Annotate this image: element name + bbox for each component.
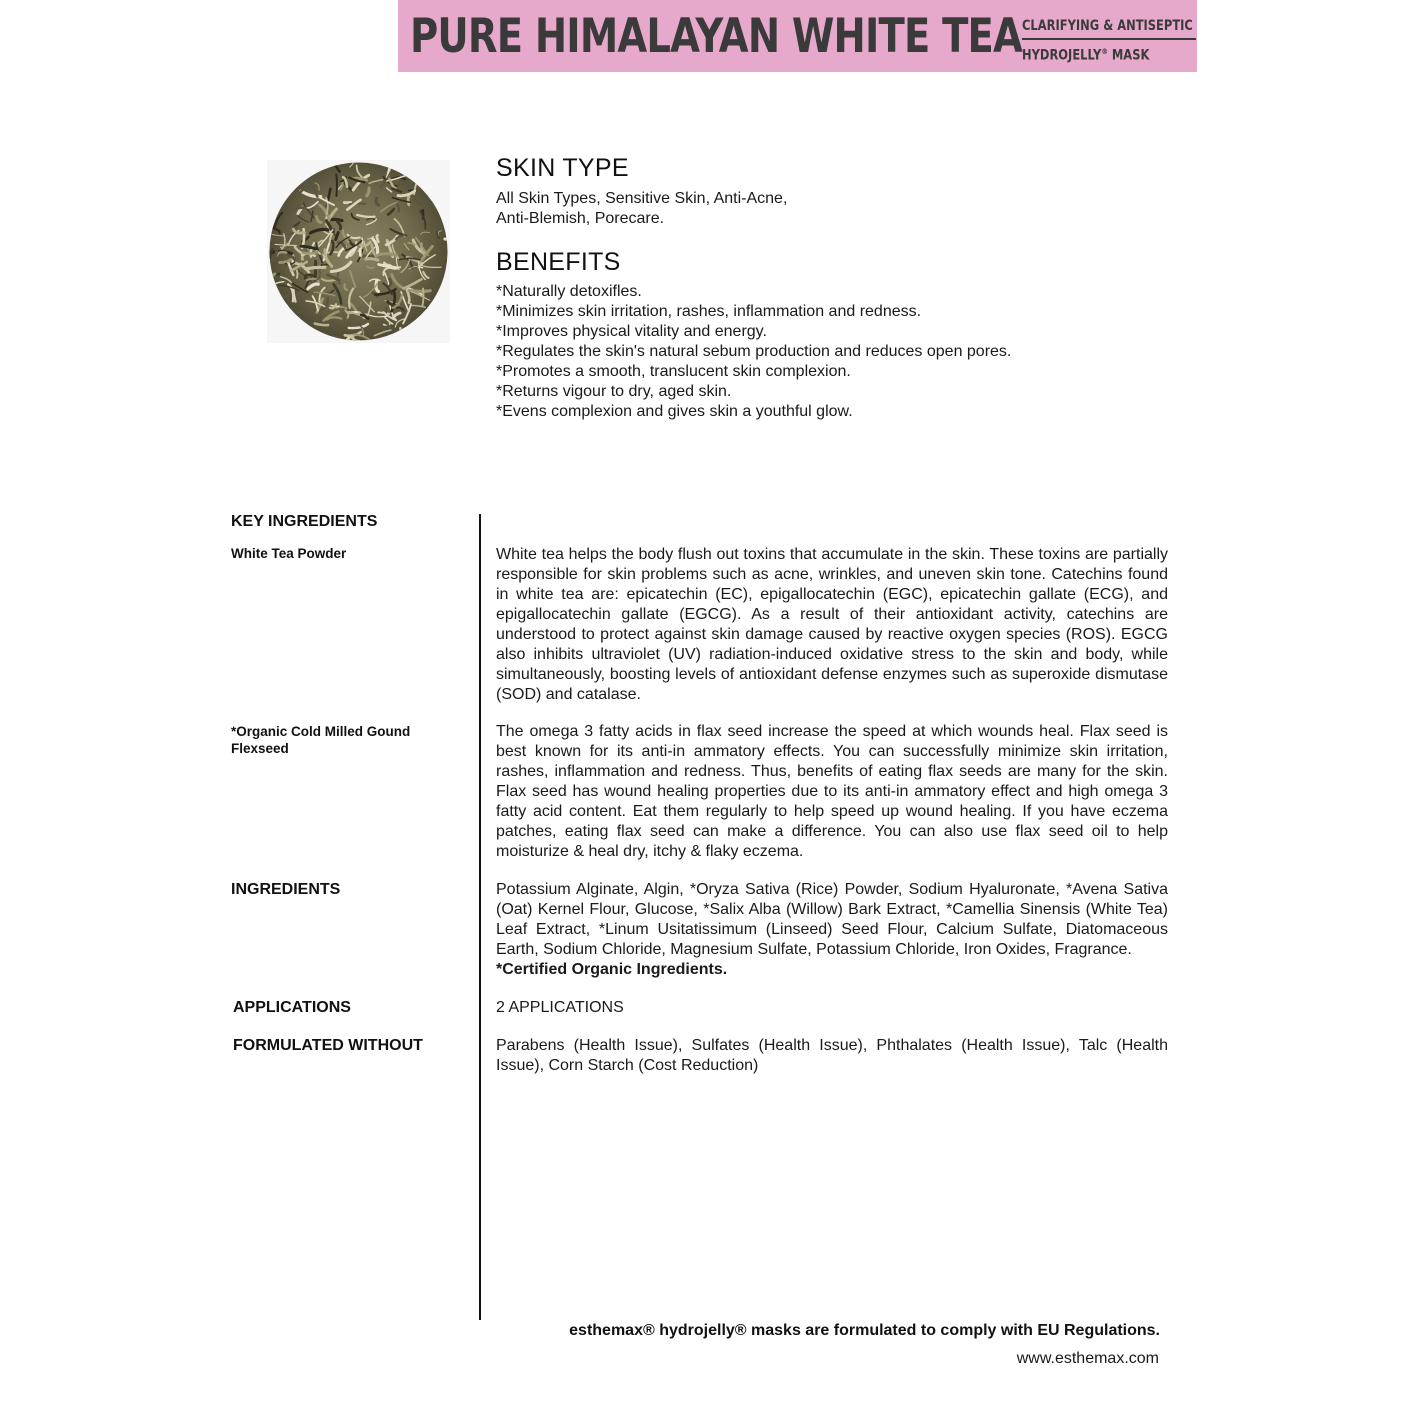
benefit-item: *Promotes a smooth, translucent skin complexion. <box>496 363 851 380</box>
skin-type-line: Anti-Blemish, Porecare. <box>496 210 665 227</box>
benefit-item: *Regulates the skin's natural sebum production and reduces open pores. <box>496 343 1012 360</box>
benefit-item: *Returns vigour to dry, aged skin. <box>496 383 732 400</box>
ingredients-list: Potassium Alginate, Algin, *Oryza Sativa (Rice) Powder, Sodium Hyaluronate, *Avena Sativa (Oat) Kernel Flour, Glucose, *Salix Alba (Willow) Bark Extract, *Camellia Sinensis (White Tea) Leaf Extract, *Linum Usitatissimum (Linseed) Seed Flour, Calcium Sulfate, Diatomaceous Earth, Sodium Chloride, Magnesium Sulfate, Potassium Chloride, Iron Oxides, Fragrance. <box>496 881 1168 958</box>
skin-type-line: All Skin Types, Sensitive Skin, Anti-Acne, <box>496 190 788 207</box>
tea-leaf-strand <box>267 274 275 284</box>
tea-leaf-strand <box>350 204 366 205</box>
white-tea-leaves-image <box>267 160 450 343</box>
ingredient-description-white-tea: White tea helps the body flush out toxins that accumulate in the skin. These toxins are partially responsible for skin problems such as acne, wrinkles, and uneven skin tone. Catechins found in white tea are: epicatechin (EC), epigallocatechin (EGC), epicatechin gallate (ECG), and epigallocatechin gallate (EGCG). As a result of their antioxidant activity, catechins are understood to protect against skin damage caused by reactive oxygen species (ROS). EGCG also inhibits ultraviolet (UV) radiation-induced oxidative stress to the skin and body, while simultaneously, boosting levels of antioxidant defense enzymes such as superoxide dismutase (SOD) and catalase. <box>496 546 1168 703</box>
subtitle-line-1: CLARIFYING & ANTISEPTIC <box>1022 18 1193 34</box>
ingredient-name-white-tea: White Tea Powder <box>231 546 347 561</box>
key-ingredients-heading: KEY INGREDIENTS <box>231 513 378 530</box>
ingredients-heading: INGREDIENTS <box>231 881 341 898</box>
benefits-heading: BENEFITS <box>496 248 621 276</box>
website-link[interactable]: www.esthemax.com <box>1016 1350 1159 1367</box>
skin-type-text <box>496 189 787 229</box>
tea-leaf-strand <box>303 252 317 253</box>
tea-leaf-strand <box>306 267 325 269</box>
tea-leaf-strand <box>400 328 401 341</box>
header-banner <box>398 0 1197 72</box>
product-subtitle <box>1022 14 1196 66</box>
tea-leaf-strand <box>377 235 378 241</box>
skin-type-heading: SKIN TYPE <box>496 154 629 182</box>
organic-note: *Certified Organic Ingredients. <box>496 961 728 978</box>
benefit-item: *Naturally detoxifles. <box>496 283 642 300</box>
subtitle-line-2-end: MASK <box>1107 47 1150 64</box>
tea-leaf-strand <box>280 296 288 297</box>
applications-text: 2 APPLICATIONS <box>496 999 624 1016</box>
tea-leaf-strand <box>328 252 338 253</box>
applications-heading: APPLICATIONS <box>233 999 351 1016</box>
subtitle-line-2-text: HYDROJELLY <box>1022 47 1102 64</box>
tea-leaves-illustration <box>267 160 450 343</box>
ingredients-text <box>496 880 1168 980</box>
formulated-without-text: Parabens (Health Issue), Sulfates (Health Issue), Phthalates (Health Issue), Talc (Health Issue), Corn Starch (Cost Reduction) <box>496 1037 1168 1074</box>
subtitle-line-2 <box>1022 42 1165 66</box>
eu-compliance-note: esthemax® hydrojelly® masks are formulated to comply with EU Regulations. <box>569 1322 1160 1339</box>
tea-leaf-strand <box>315 261 316 279</box>
tea-leaf-strand <box>409 291 430 292</box>
tea-leaf-strand <box>297 270 298 278</box>
formulated-without-heading: FORMULATED WITHOUT <box>233 1037 423 1054</box>
tea-leaf-strand <box>366 259 378 260</box>
ingredient-name-line: *Organic Cold Milled Gound <box>231 724 411 739</box>
registered-mark: ® <box>1101 47 1108 56</box>
benefit-item: *Minimizes skin irritation, rashes, inflammation and redness. <box>496 303 922 320</box>
ingredient-name-line: Flexseed <box>231 741 289 756</box>
benefits-list <box>496 282 1011 422</box>
benefit-item: *Improves physical vitality and energy. <box>496 323 767 340</box>
tea-leaf-strand <box>408 197 409 205</box>
product-title: PURE HIMALAYAN WHITE TEA <box>410 9 1023 64</box>
tea-leaf-strand <box>336 175 337 197</box>
ingredient-name-flaxseed <box>231 723 410 757</box>
ingredient-description-flaxseed: The omega 3 fatty acids in flax seed increase the speed at which wounds heal. Flax seed is best known for its anti-in ammatory effects. You can successfully minimize skin irritation, rashes, inflammation and redness. Thus, benefits of eating flax seeds are many for the skin. Flax seed has wound healing properties due to its anti-in ammatory effect and high omega 3 fatty acid content. Eat them regularly to help speed up wound healing. If you have eczema patches, eating flax seed can make a difference. You can also use flax seed oil to help moisturize & heal dry, itchy & flaky eczema. <box>496 723 1168 860</box>
column-divider <box>479 514 481 1320</box>
subtitle-divider <box>1022 38 1196 40</box>
benefit-item: *Evens complexion and gives skin a youthful glow. <box>496 403 853 420</box>
